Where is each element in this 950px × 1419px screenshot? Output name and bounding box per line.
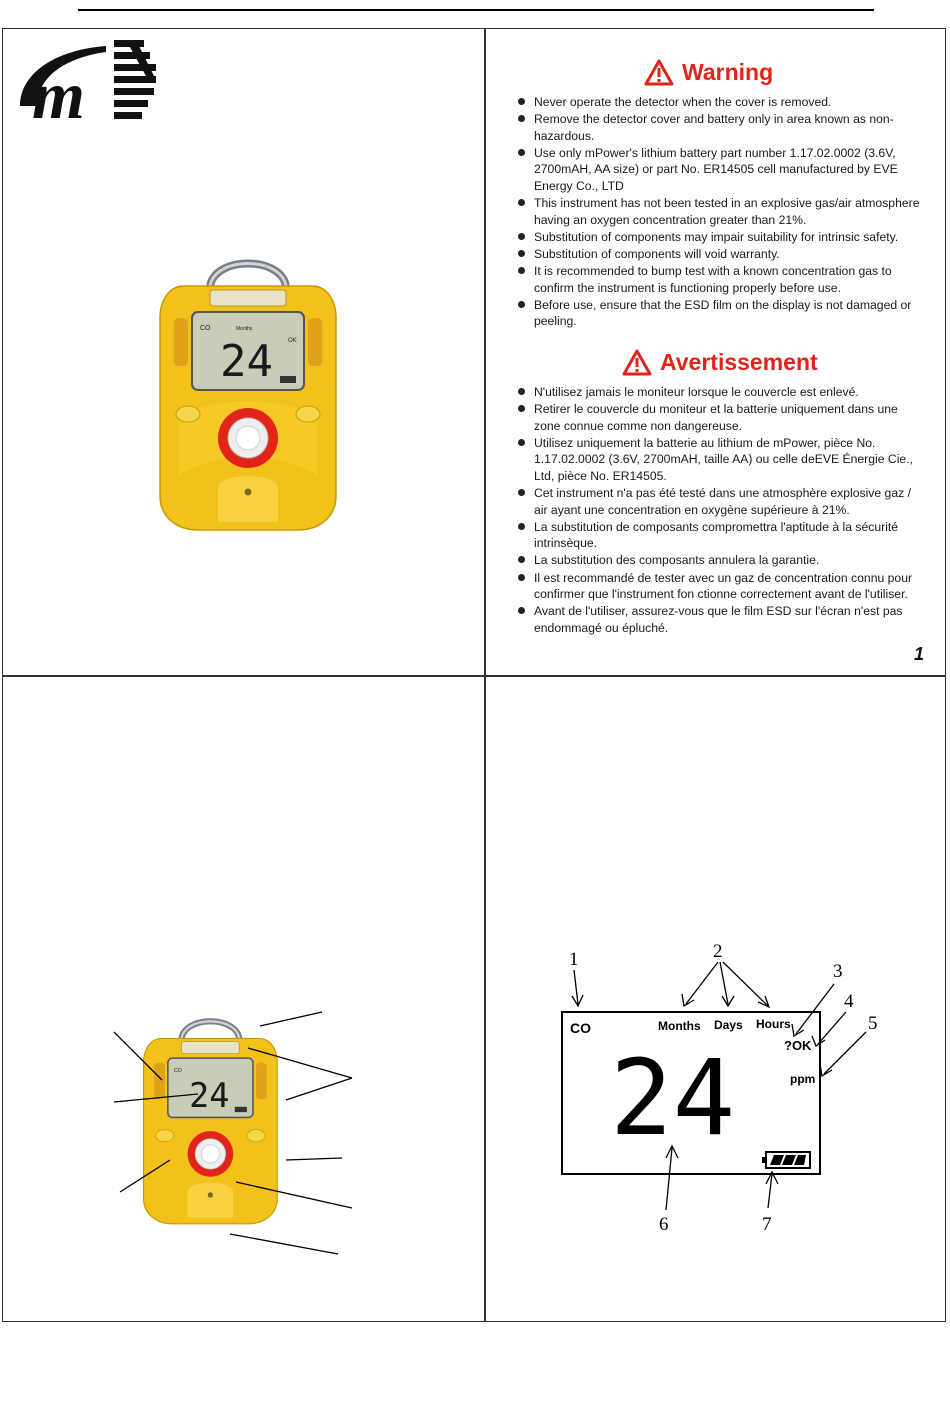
lcd-gas-label: CO bbox=[570, 1020, 591, 1036]
list-item: Utilisez uniquement la batterie au lithium de mPower, pièce No. 1.17.02.0002 (3.6V, 2700mAH, taille AA) ou celle deEVE Énergie Cie., Ltd, pièce No. ER14505. bbox=[516, 435, 926, 485]
device-callout-diagram bbox=[100, 1000, 370, 1270]
grid-horizontal-divider bbox=[2, 675, 946, 677]
list-item: Use only mPower's lithium battery part number 1.17.02.0002 (3.6V, 2700mAH, AA size) or part No. ER14505 cell manufactured by EVE Energy Co., LTD bbox=[516, 145, 926, 195]
device-gas-label: CO bbox=[200, 325, 211, 332]
svg-text:m: m bbox=[32, 57, 85, 128]
list-item: Avant de l'utiliser, assurez-vous que le film ESD sur l'écran n'est pas endommagé ou épluché. bbox=[516, 603, 926, 636]
page-number: 1 bbox=[914, 644, 925, 664]
avertissement-heading bbox=[622, 349, 818, 376]
battery-icon bbox=[762, 1152, 810, 1168]
list-item: La substitution de composants compromettra l'aptitude à la sécurité intrinsèque. bbox=[516, 519, 926, 552]
warning-heading bbox=[644, 59, 773, 86]
list-item: Remove the detector cover and battery only in area known as non-hazardous. bbox=[516, 111, 926, 144]
warning-title: Warning bbox=[682, 59, 774, 85]
list-item: Il est recommandé de tester avec un gaz de concentration connu pour confirmer que l'instrument fon ctionne correctement avant de l'utiliser. bbox=[516, 570, 926, 603]
lcd-diagram bbox=[548, 938, 888, 1238]
warning-list bbox=[516, 94, 926, 330]
list-item: N'utilisez jamais le moniteur lorsque le couvercle est enlevé. bbox=[516, 384, 926, 401]
list-item: La substitution des composants annulera la garantie. bbox=[516, 552, 926, 569]
device-reading: 24 bbox=[220, 336, 273, 387]
lcd-reading: 24 bbox=[610, 1037, 736, 1159]
device-gas-label: CO bbox=[173, 1067, 182, 1074]
top-rule bbox=[78, 9, 874, 11]
avertissement-list bbox=[516, 384, 926, 637]
lcd-unit-hours: Hours bbox=[756, 1017, 791, 1031]
warning-triangle-icon bbox=[622, 349, 652, 376]
list-item: Substitution of components will void warranty. bbox=[516, 246, 926, 263]
avertissement-title: Avertissement bbox=[660, 349, 818, 375]
warning-triangle-icon bbox=[644, 59, 674, 86]
device-status-label: OK bbox=[288, 338, 297, 344]
device-photo bbox=[158, 246, 338, 536]
lcd-unit-days: Days bbox=[714, 1018, 743, 1032]
callout-1: 1 bbox=[569, 949, 579, 970]
callout-7: 7 bbox=[762, 1214, 772, 1235]
lcd-unit-months: Months bbox=[658, 1019, 701, 1033]
list-item: This instrument has not been tested in an explosive gas/air atmosphere having an oxygen concentration greater than 21%. bbox=[516, 195, 926, 228]
device-reading: 24 bbox=[189, 1075, 230, 1115]
list-item: It is recommended to bump test with a known concentration gas to confirm the instrument is functioning properly before use. bbox=[516, 263, 926, 296]
list-item: Never operate the detector when the cover is removed. bbox=[516, 94, 926, 111]
mpower-logo bbox=[14, 36, 164, 128]
device-unit-label: Months bbox=[236, 326, 253, 332]
list-item: Retirer le couvercle du moniteur et la batterie uniquement dans une zone connue comme non dangereuse. bbox=[516, 401, 926, 434]
lcd-ppm-label: ppm bbox=[790, 1072, 816, 1086]
callout-2: 2 bbox=[713, 941, 723, 962]
list-item: Cet instrument n'a pas été testé dans une atmosphère explosive gaz / air ayant une concentration en oxygène supérieure à 21%. bbox=[516, 485, 926, 518]
list-item: Before use, ensure that the ESD film on the display is not damaged or peeling. bbox=[516, 297, 926, 330]
callout-5: 5 bbox=[868, 1013, 878, 1034]
callout-4: 4 bbox=[844, 991, 854, 1012]
callout-6: 6 bbox=[659, 1214, 669, 1235]
list-item: Substitution of components may impair suitability for intrinsic safety. bbox=[516, 229, 926, 246]
callout-3: 3 bbox=[833, 961, 843, 982]
lcd-status-label: ?OK bbox=[784, 1038, 812, 1053]
